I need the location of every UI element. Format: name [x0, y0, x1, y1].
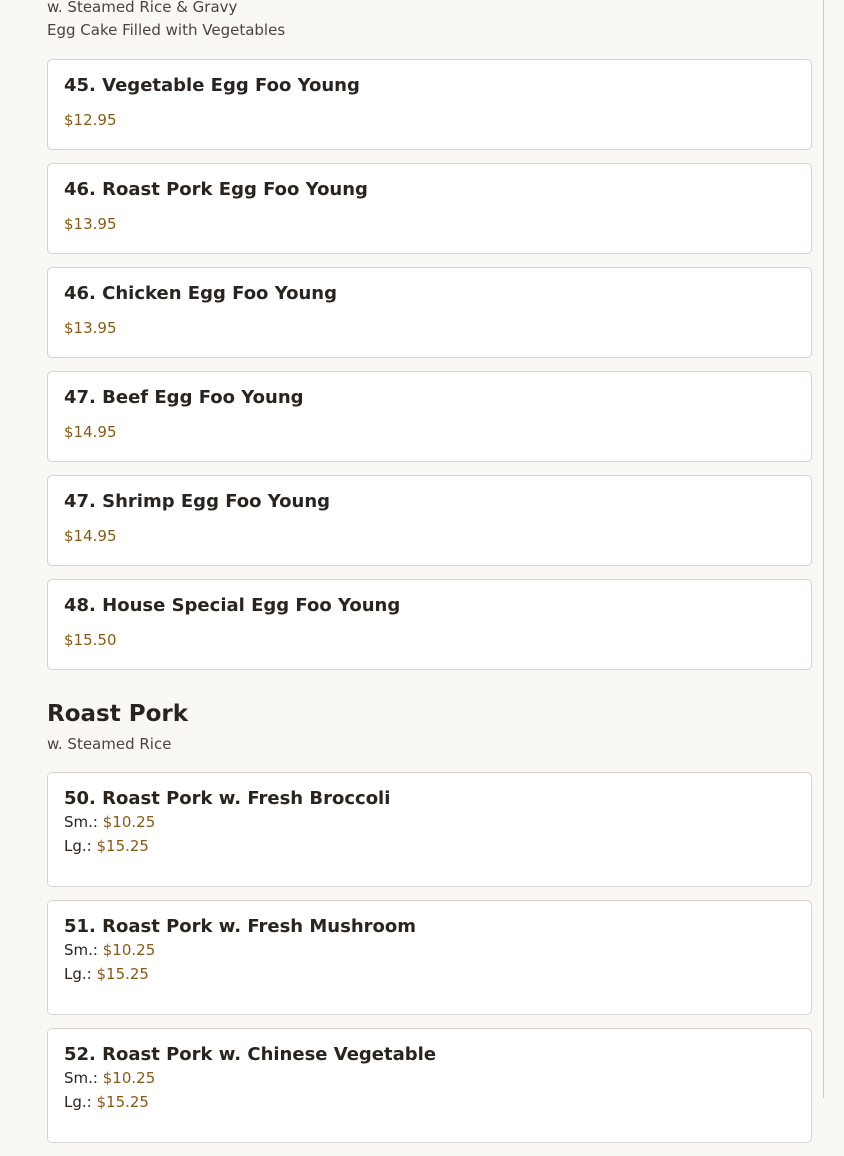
- section-subtitle: w. Steamed Rice: [47, 735, 172, 753]
- menu-item-card[interactable]: [47, 475, 812, 566]
- menu-item-price: $15.50: [64, 631, 117, 649]
- large-price-row: [64, 834, 795, 858]
- size-label: Lg.:: [64, 1093, 92, 1111]
- menu-item-price: $14.95: [64, 423, 117, 441]
- section-title: Roast Pork: [47, 701, 189, 727]
- menu-item-card[interactable]: [47, 1028, 812, 1143]
- size-price: $15.25: [96, 965, 149, 983]
- menu-item-card[interactable]: [47, 267, 812, 358]
- menu-item-name: 47. Shrimp Egg Foo Young: [64, 491, 331, 512]
- size-label: Sm.:: [64, 941, 98, 959]
- small-price-row: [64, 1066, 795, 1090]
- menu-item-price: $13.95: [64, 319, 117, 337]
- size-label: Lg.:: [64, 837, 92, 855]
- size-price: $15.25: [96, 1093, 149, 1111]
- section-description: Egg Cake Filled with Vegetables: [47, 21, 286, 39]
- menu-item-name: 50. Roast Pork w. Fresh Broccoli: [64, 788, 391, 809]
- menu-item-card[interactable]: [47, 900, 812, 1015]
- menu-item-price: $13.95: [64, 215, 117, 233]
- menu-item-card[interactable]: [47, 371, 812, 462]
- menu-item-price: $14.95: [64, 527, 117, 545]
- menu-item-name: 45. Vegetable Egg Foo Young: [64, 75, 360, 96]
- menu-item-name: 48. House Special Egg Foo Young: [64, 595, 401, 616]
- menu-item-name: 52. Roast Pork w. Chinese Vegetable: [64, 1044, 437, 1065]
- size-price: $15.25: [96, 837, 149, 855]
- size-price: $10.25: [102, 1069, 156, 1087]
- size-label: Sm.:: [64, 1069, 98, 1087]
- menu-item-name: 46. Roast Pork Egg Foo Young: [64, 179, 368, 200]
- scrollbar-track-divider: [823, 0, 824, 1098]
- section-subtitle: w. Steamed Rice & Gravy: [47, 0, 238, 16]
- menu-item-card[interactable]: [47, 772, 812, 887]
- large-price-row: [64, 962, 795, 986]
- menu-item-price: $12.95: [64, 111, 117, 129]
- size-label: Lg.:: [64, 965, 92, 983]
- menu-item-name: 46. Chicken Egg Foo Young: [64, 283, 337, 304]
- small-price-row: [64, 810, 795, 834]
- small-price-row: [64, 938, 795, 962]
- size-price: $10.25: [102, 941, 156, 959]
- size-price: $10.25: [102, 813, 156, 831]
- large-price-row: [64, 1090, 795, 1114]
- menu-item-name: 51. Roast Pork w. Fresh Mushroom: [64, 916, 417, 937]
- menu-item-card[interactable]: [47, 163, 812, 254]
- size-label: Sm.:: [64, 813, 98, 831]
- menu-item-card[interactable]: [47, 59, 812, 150]
- menu-item-name: 47. Beef Egg Foo Young: [64, 387, 304, 408]
- menu-item-card[interactable]: [47, 579, 812, 670]
- menu-content: [47, 0, 812, 1156]
